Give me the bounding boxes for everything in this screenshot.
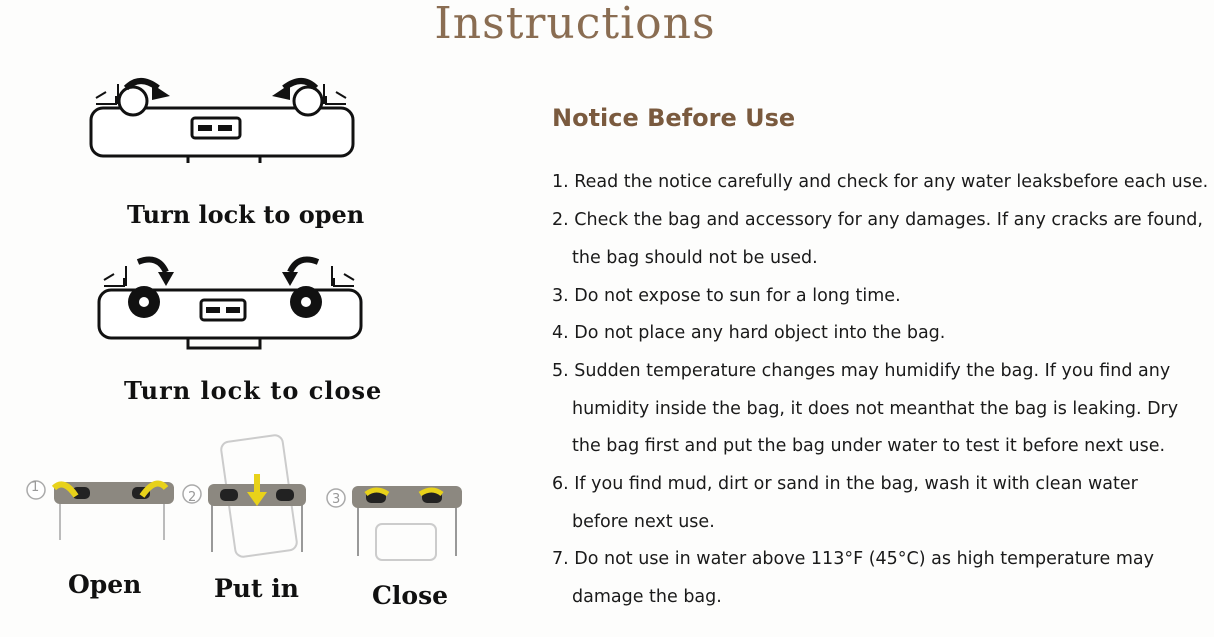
step-1-number: 1 bbox=[31, 480, 40, 495]
notice-item-7-continued: damage the bag. bbox=[572, 587, 722, 607]
notice-item-6: 6. If you find mud, dirt or sand in the bag, wash it with clean water bbox=[552, 474, 1138, 494]
notice-item-3: 3. Do not expose to sun for a long time. bbox=[552, 286, 901, 306]
turn-lock-open-diagram bbox=[88, 68, 358, 163]
notice-heading: Notice Before Use bbox=[552, 104, 796, 132]
step-2-number: 2 bbox=[188, 490, 197, 505]
page-title: Instructions bbox=[434, 0, 716, 49]
turn-lock-close-caption: Turn lock to close bbox=[124, 376, 383, 405]
notice-item-2: 2. Check the bag and accessory for any damages. If any cracks are found, bbox=[552, 210, 1203, 230]
step-put-in-caption: Put in bbox=[214, 574, 299, 603]
turn-lock-open-caption: Turn lock to open bbox=[127, 200, 365, 229]
notice-item-1: 1. Read the notice carefully and check for any water leaksbefore each use. bbox=[552, 172, 1209, 192]
notice-item-2-continued: the bag should not be used. bbox=[572, 248, 818, 268]
notice-item-7: 7. Do not use in water above 113°F (45°C) as high temperature may bbox=[552, 549, 1154, 569]
notice-item-5-continued-1: humidity inside the bag, it does not meanthat the bag is leaking. Dry bbox=[572, 399, 1179, 419]
step-3-number: 3 bbox=[332, 492, 341, 507]
step-open-illustration bbox=[24, 470, 174, 540]
step-put-in-illustration bbox=[180, 436, 330, 556]
notice-item-4: 4. Do not place any hard object into the bag. bbox=[552, 323, 946, 343]
notice-item-6-continued: before next use. bbox=[572, 512, 715, 532]
step-close-caption: Close bbox=[372, 581, 449, 610]
notice-item-5-continued-2: the bag first and put the bag under water to test it before next use. bbox=[572, 436, 1166, 456]
step-close-illustration bbox=[322, 474, 472, 559]
notice-item-5: 5. Sudden temperature changes may humidify the bag. If you find any bbox=[552, 361, 1171, 381]
step-open-caption: Open bbox=[68, 570, 142, 599]
turn-lock-close-diagram bbox=[96, 250, 366, 350]
